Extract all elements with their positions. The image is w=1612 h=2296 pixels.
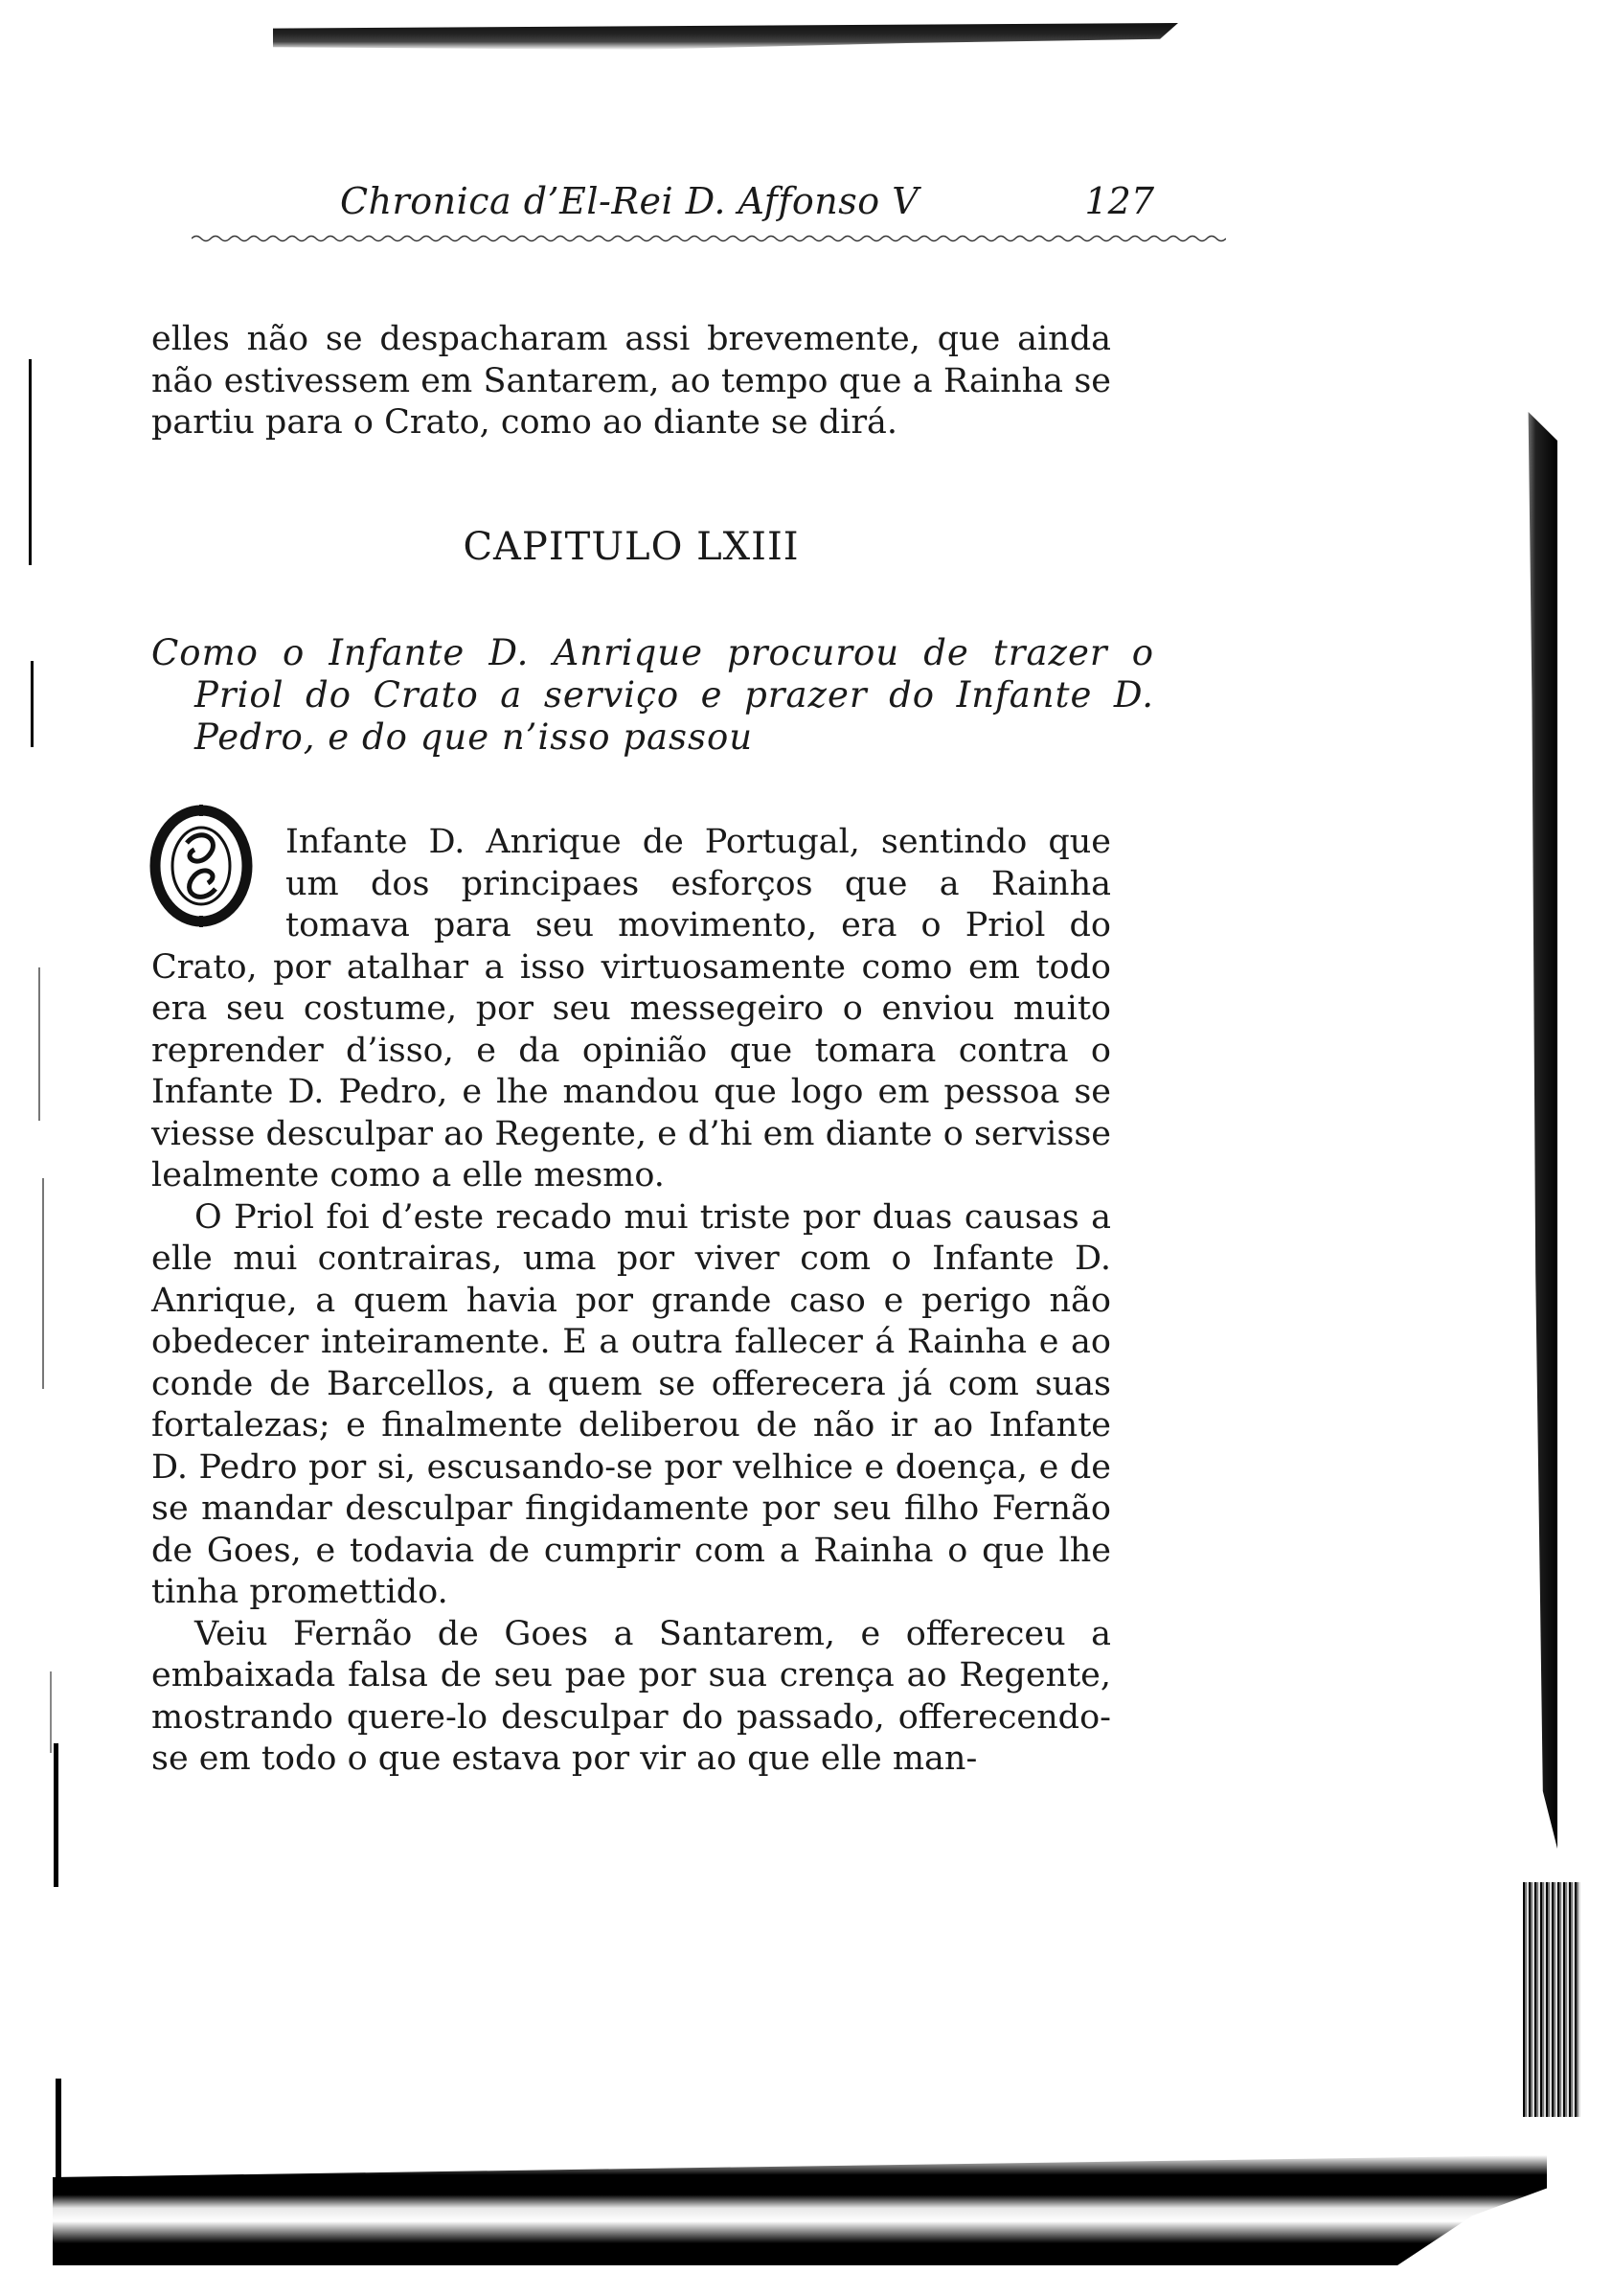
scan-border-bottom: [53, 2155, 1547, 2265]
paragraph-1: Infante D. Anrique de Portugal, sentindo que um dos principaes esforços que a Rainha tomava para seu movimento, era o Priol do Crato, por atalhar a isso virtuosamente como em todo era seu costume, por seu messegeiro o enviou muito reprender d’isso, e da opinião que tomara contra o Infante D. Pedro, e lhe mandou que logo em pessoa se viesse desculpar ao Regente, e d’hi em diante o servisse lealmente como a elle mesmo.: [151, 823, 1111, 1194]
running-title: Chronica d’El-Rei D. Affonso V: [340, 180, 920, 222]
chapter-heading: CAPITULO LXIII: [463, 525, 800, 569]
scan-border-right: [1521, 412, 1557, 1849]
scan-border-top: [273, 23, 1178, 50]
header-wavy-rule: [192, 234, 1226, 243]
chapter-summary: Como o Infante D. Anrique procurou de trazer o Priol do Crato a serviço e prazer do Infante D. Pedro, e do que n’isso passou: [151, 632, 1154, 758]
paragraph-3: Veiu Fernão de Goes a Santarem, e offereceu a embaixada falsa de seu pae por sua crença ao Regente, mostrando quere-lo desculpar do passado, offerecendo-se em todo o que estava por vir ao que elle man-: [151, 1614, 1111, 1778]
scan-border-left-4: [42, 1178, 44, 1389]
scan-border-left-3: [38, 967, 40, 1121]
scan-border-left-5: [50, 1671, 52, 1753]
scan-border-right-lower: [1523, 1882, 1580, 2117]
body-text: [151, 822, 1111, 1781]
running-header: [192, 180, 1226, 238]
paragraph-2: O Priol foi d’este recado mui triste por duas causas a elle mui contrairas, uma por viver com o Infante D. Anrique, a quem havia por grande caso e perigo não obedecer inteiramente. E a outra fallecer á Rainha e ao conde de Barcellos, a quem se offerecera já com suas fortalezas; e finalmente deliberou de não ir ao Infante D. Pedro por si, escusando-se por velhice e doença, e de se mandar desculpar fingidamente por seu filho Fernão de Goes, e todavia de cumprir com a Rainha o que lhe tinha promettido.: [151, 1197, 1111, 1611]
drop-cap-letter: O: [200, 875, 202, 876]
scan-border-left-6: [54, 1743, 58, 1887]
page-number: 127: [1084, 180, 1154, 222]
scan-border-left-1: [29, 359, 32, 565]
scan-border-left-2: [31, 661, 34, 747]
intro-paragraph: elles não se despacharam assi brevemente, que ainda não estivessem em Santarem, ao tempo que a Rainha se partiu para o Crato, como ao diante se dirá.: [151, 320, 1111, 442]
